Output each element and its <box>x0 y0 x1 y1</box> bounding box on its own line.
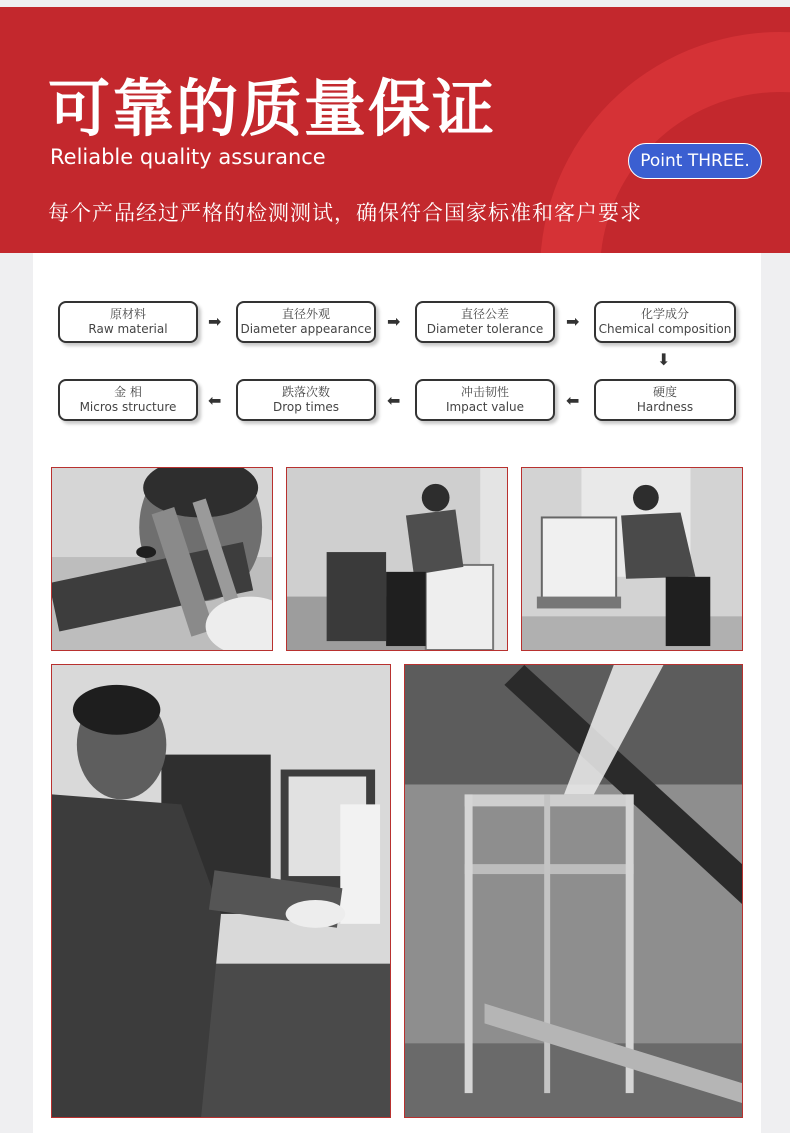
step-label-zh: 金 相 <box>114 385 142 399</box>
tagline: 每个产品经过严格的检测测试，确保符合国家标准和客户要求 <box>48 201 642 225</box>
step-diameter-appearance <box>236 301 376 343</box>
step-label-zh: 直径外观 <box>281 307 330 321</box>
page-subtitle: Reliable quality assurance <box>50 145 326 169</box>
step-hardness <box>594 379 736 421</box>
step-label-zh: 硬度 <box>652 385 677 399</box>
arrow-right-icon: ➡ <box>208 312 222 331</box>
step-label-en: Diameter appearance <box>240 322 372 336</box>
step-label-en: Hardness <box>636 400 694 414</box>
step-label-en: Raw material <box>88 322 168 336</box>
arrow-down-icon: ⬇ <box>657 350 671 369</box>
step-label-en: Chemical composition <box>598 322 732 336</box>
step-raw-material <box>58 301 198 343</box>
arrow-right-icon: ➡ <box>566 312 580 331</box>
step-label-zh: 冲击韧性 <box>460 385 509 399</box>
arrow-left-icon: ⬅ <box>387 391 401 410</box>
step-micros-structure <box>58 379 198 421</box>
header-banner <box>0 7 790 253</box>
step-label-zh: 化学成分 <box>640 307 689 321</box>
step-label-zh: 原材料 <box>109 307 146 321</box>
arrow-left-icon: ⬅ <box>208 391 222 410</box>
step-chemical-composition <box>594 301 736 343</box>
page-title: 可靠的质量保证 <box>48 72 497 145</box>
step-label-en: Impact value <box>445 400 525 414</box>
step-label-zh: 直径公差 <box>460 307 509 321</box>
arrow-left-icon: ⬅ <box>566 391 580 410</box>
photo-microscope-workstation <box>51 664 391 1118</box>
photo-drop-test-tower <box>404 664 743 1118</box>
step-diameter-tolerance <box>415 301 555 343</box>
photo-impact-testing <box>286 467 508 651</box>
step-label-en: Diameter tolerance <box>426 322 544 336</box>
step-drop-times <box>236 379 376 421</box>
step-impact-value <box>415 379 555 421</box>
photo-caliper-measurement <box>51 467 273 651</box>
point-badge: Point THREE. <box>628 143 762 179</box>
step-label-en: Drop times <box>272 400 340 414</box>
arrow-right-icon: ➡ <box>387 312 401 331</box>
step-label-en: Micros structure <box>79 400 177 414</box>
photo-hardness-tester <box>521 467 743 651</box>
step-label-zh: 跌落次数 <box>281 385 330 399</box>
